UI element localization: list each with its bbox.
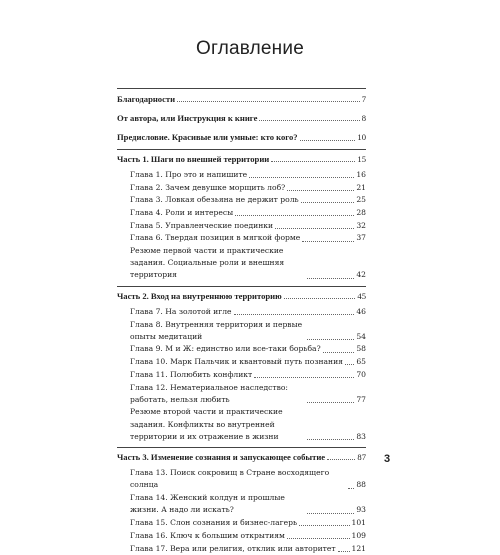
toc-entry-chapter-page: 32	[356, 220, 366, 230]
toc-entry-chapter-page: 37	[356, 233, 366, 243]
toc-entry-chapter-page: 42	[356, 270, 366, 280]
toc-entry-chapter-page: 28	[356, 207, 366, 217]
dot-leader	[348, 488, 354, 489]
toc-entry-chapter-title: Глава 13. Поиск сокровищ в Стране восходящего солнца	[130, 468, 330, 490]
dot-leader	[300, 140, 356, 141]
dot-leader	[284, 298, 356, 299]
dot-leader	[307, 513, 354, 514]
toc-entry-chapter-title: Глава 3. Ловкая обезьяна не держит роль	[130, 195, 299, 205]
toc-entry-chapter-title: Глава 10. Марк Пальчик и квантовый путь познания	[130, 357, 343, 367]
dot-leader	[254, 377, 354, 378]
toc-entry-front-title: От автора, или Инструкция к книге	[117, 113, 258, 124]
toc-entry-chapter-page: 83	[356, 431, 366, 441]
toc-entry-chapter-title: Глава 14. Женский колдун и прошлые жизни. А надо ли искать?	[130, 493, 285, 515]
toc-entry-chapter-title: Глава 16. Ключ к большим открытиям	[130, 530, 285, 540]
toc-entry-chapter-page: 21	[356, 182, 366, 192]
toc-entry-chapter-page: 93	[356, 505, 366, 515]
toc-entry-chapter-page: 16	[356, 169, 366, 179]
dot-leader	[275, 228, 354, 229]
toc-entry-chapter[interactable]	[117, 169, 366, 181]
toc-entry-front-page: 7	[361, 94, 366, 104]
toc-entry-front[interactable]	[117, 112, 366, 124]
page-title: Оглавление	[196, 38, 304, 59]
dot-leader	[323, 352, 355, 353]
toc-entry-front-title: Предисловие. Красивые или умные: кто кого?	[117, 132, 298, 143]
toc-entry-chapter[interactable]	[117, 517, 366, 529]
toc-entry-chapter-page: 121	[351, 543, 366, 553]
toc-entry-front[interactable]	[117, 93, 366, 105]
dot-leader	[235, 215, 354, 216]
divider	[117, 447, 366, 448]
toc-entry-chapter[interactable]	[117, 356, 366, 368]
dot-leader	[301, 202, 355, 203]
toc-entry-chapter[interactable]	[117, 207, 366, 219]
toc-entry-front[interactable]	[117, 131, 366, 143]
parts-list	[117, 149, 366, 555]
toc-entry-chapter-title: Глава 17. Вера или религия, отклик или авторитет	[130, 543, 336, 553]
dot-leader	[249, 177, 354, 178]
dot-leader	[327, 459, 355, 460]
toc-entry-chapter[interactable]	[117, 306, 366, 318]
toc-entry-chapter-title: Резюме первой части и практические задания. Социальные роли и внешняя территория	[130, 246, 285, 280]
toc-entry-chapter-title: Глава 1. Про это и напишите	[130, 169, 248, 179]
toc-entry-chapter-title: Глава 6. Твердая позиция в мягкой форме	[130, 233, 301, 243]
toc-entry-front-page: 10	[357, 132, 366, 143]
dot-leader	[299, 525, 349, 526]
dot-leader	[287, 190, 354, 191]
toc-entry-chapter-title: Глава 5. Управленческие поединки	[130, 220, 274, 230]
toc-entry-part-page: 15	[357, 153, 366, 164]
dot-leader	[302, 241, 354, 242]
dot-leader	[345, 364, 354, 365]
toc-entry-chapter-page: 54	[356, 331, 366, 341]
toc-entry-chapter-title: Глава 9. М и Ж: единство или все-таки борьба?	[130, 344, 321, 354]
toc-entry-chapter[interactable]	[117, 319, 366, 343]
toc-entry-chapter-page: 109	[351, 530, 366, 540]
toc-entry-chapter-title: Глава 12. Нематериальное наследство: работать, нельзя любить	[130, 382, 288, 404]
toc-entry-chapter-page: 58	[356, 344, 366, 354]
toc-entry-chapter[interactable]	[117, 369, 366, 381]
toc-entry-chapter-page: 88	[356, 480, 366, 490]
toc-entry-chapter-title: Глава 2. Зачем девушке морщить лоб?	[130, 182, 286, 192]
toc-entry-part-page: 45	[357, 290, 366, 301]
toc-entry-chapter-page: 101	[351, 518, 366, 528]
toc-entry-chapter-page: 65	[356, 357, 366, 367]
front-matter-list	[117, 89, 366, 144]
toc-entry-chapter-title: Резюме второй части и практические задания. Конфликты во внутренней территории и их отражение в жизни	[130, 407, 283, 441]
toc-entry-chapter-title: Глава 8. Внутренняя территория и первые опыты медитаций	[130, 319, 303, 341]
toc-entry-chapter[interactable]	[117, 543, 366, 555]
toc-entry-front-page: 8	[361, 113, 366, 124]
dot-leader	[307, 339, 354, 340]
toc-entry-chapter[interactable]	[117, 232, 366, 244]
toc-entry-chapter[interactable]	[117, 245, 366, 282]
dot-leader	[307, 402, 354, 403]
table-of-contents	[117, 88, 366, 555]
toc-entry-part-page: 87	[357, 452, 366, 463]
toc-entry-part[interactable]	[117, 451, 366, 463]
toc-entry-chapter-title: Глава 4. Роли и интересы	[130, 207, 234, 217]
toc-entry-part[interactable]	[117, 290, 366, 302]
divider	[117, 149, 366, 150]
toc-entry-chapter[interactable]	[117, 530, 366, 542]
toc-entry-front-title: Благодарности	[117, 94, 176, 104]
toc-entry-chapter[interactable]	[117, 492, 366, 516]
toc-entry-chapter-title: Глава 15. Слон сознания и бизнес-лагерь	[130, 518, 298, 528]
toc-entry-chapter-page: 46	[356, 306, 366, 316]
divider	[117, 286, 366, 287]
toc-entry-chapter-page: 77	[356, 394, 366, 404]
toc-entry-part[interactable]	[117, 153, 366, 165]
toc-entry-chapter[interactable]	[117, 182, 366, 194]
dot-leader	[307, 278, 354, 279]
dot-leader	[338, 551, 350, 552]
toc-entry-part-title: Часть 1. Шаги по внешней территории	[117, 153, 270, 164]
dot-leader	[234, 314, 355, 315]
toc-entry-chapter-title: Глава 7. На золотой игле	[130, 306, 232, 316]
dot-leader	[177, 101, 360, 102]
toc-entry-chapter[interactable]	[117, 406, 366, 443]
page-number: 3	[384, 453, 391, 465]
toc-entry-chapter-title: Глава 11. Полюбить конфликт	[130, 369, 253, 379]
toc-entry-chapter[interactable]	[117, 194, 366, 206]
dot-leader	[307, 439, 354, 440]
dot-leader	[259, 120, 359, 121]
toc-entry-chapter[interactable]	[117, 220, 366, 232]
toc-entry-part-title: Часть 3. Изменение сознания и запускающее событие	[117, 452, 326, 463]
dot-leader	[287, 538, 350, 539]
toc-entry-chapter-page: 70	[356, 369, 366, 379]
toc-entry-chapter-page: 25	[356, 195, 366, 205]
toc-entry-part-title: Часть 2. Вход на внутреннюю территорию	[117, 290, 282, 301]
toc-entry-chapter[interactable]	[117, 382, 366, 406]
toc-entry-chapter[interactable]	[117, 467, 366, 491]
toc-entry-chapter[interactable]	[117, 343, 366, 355]
dot-leader	[271, 161, 355, 162]
